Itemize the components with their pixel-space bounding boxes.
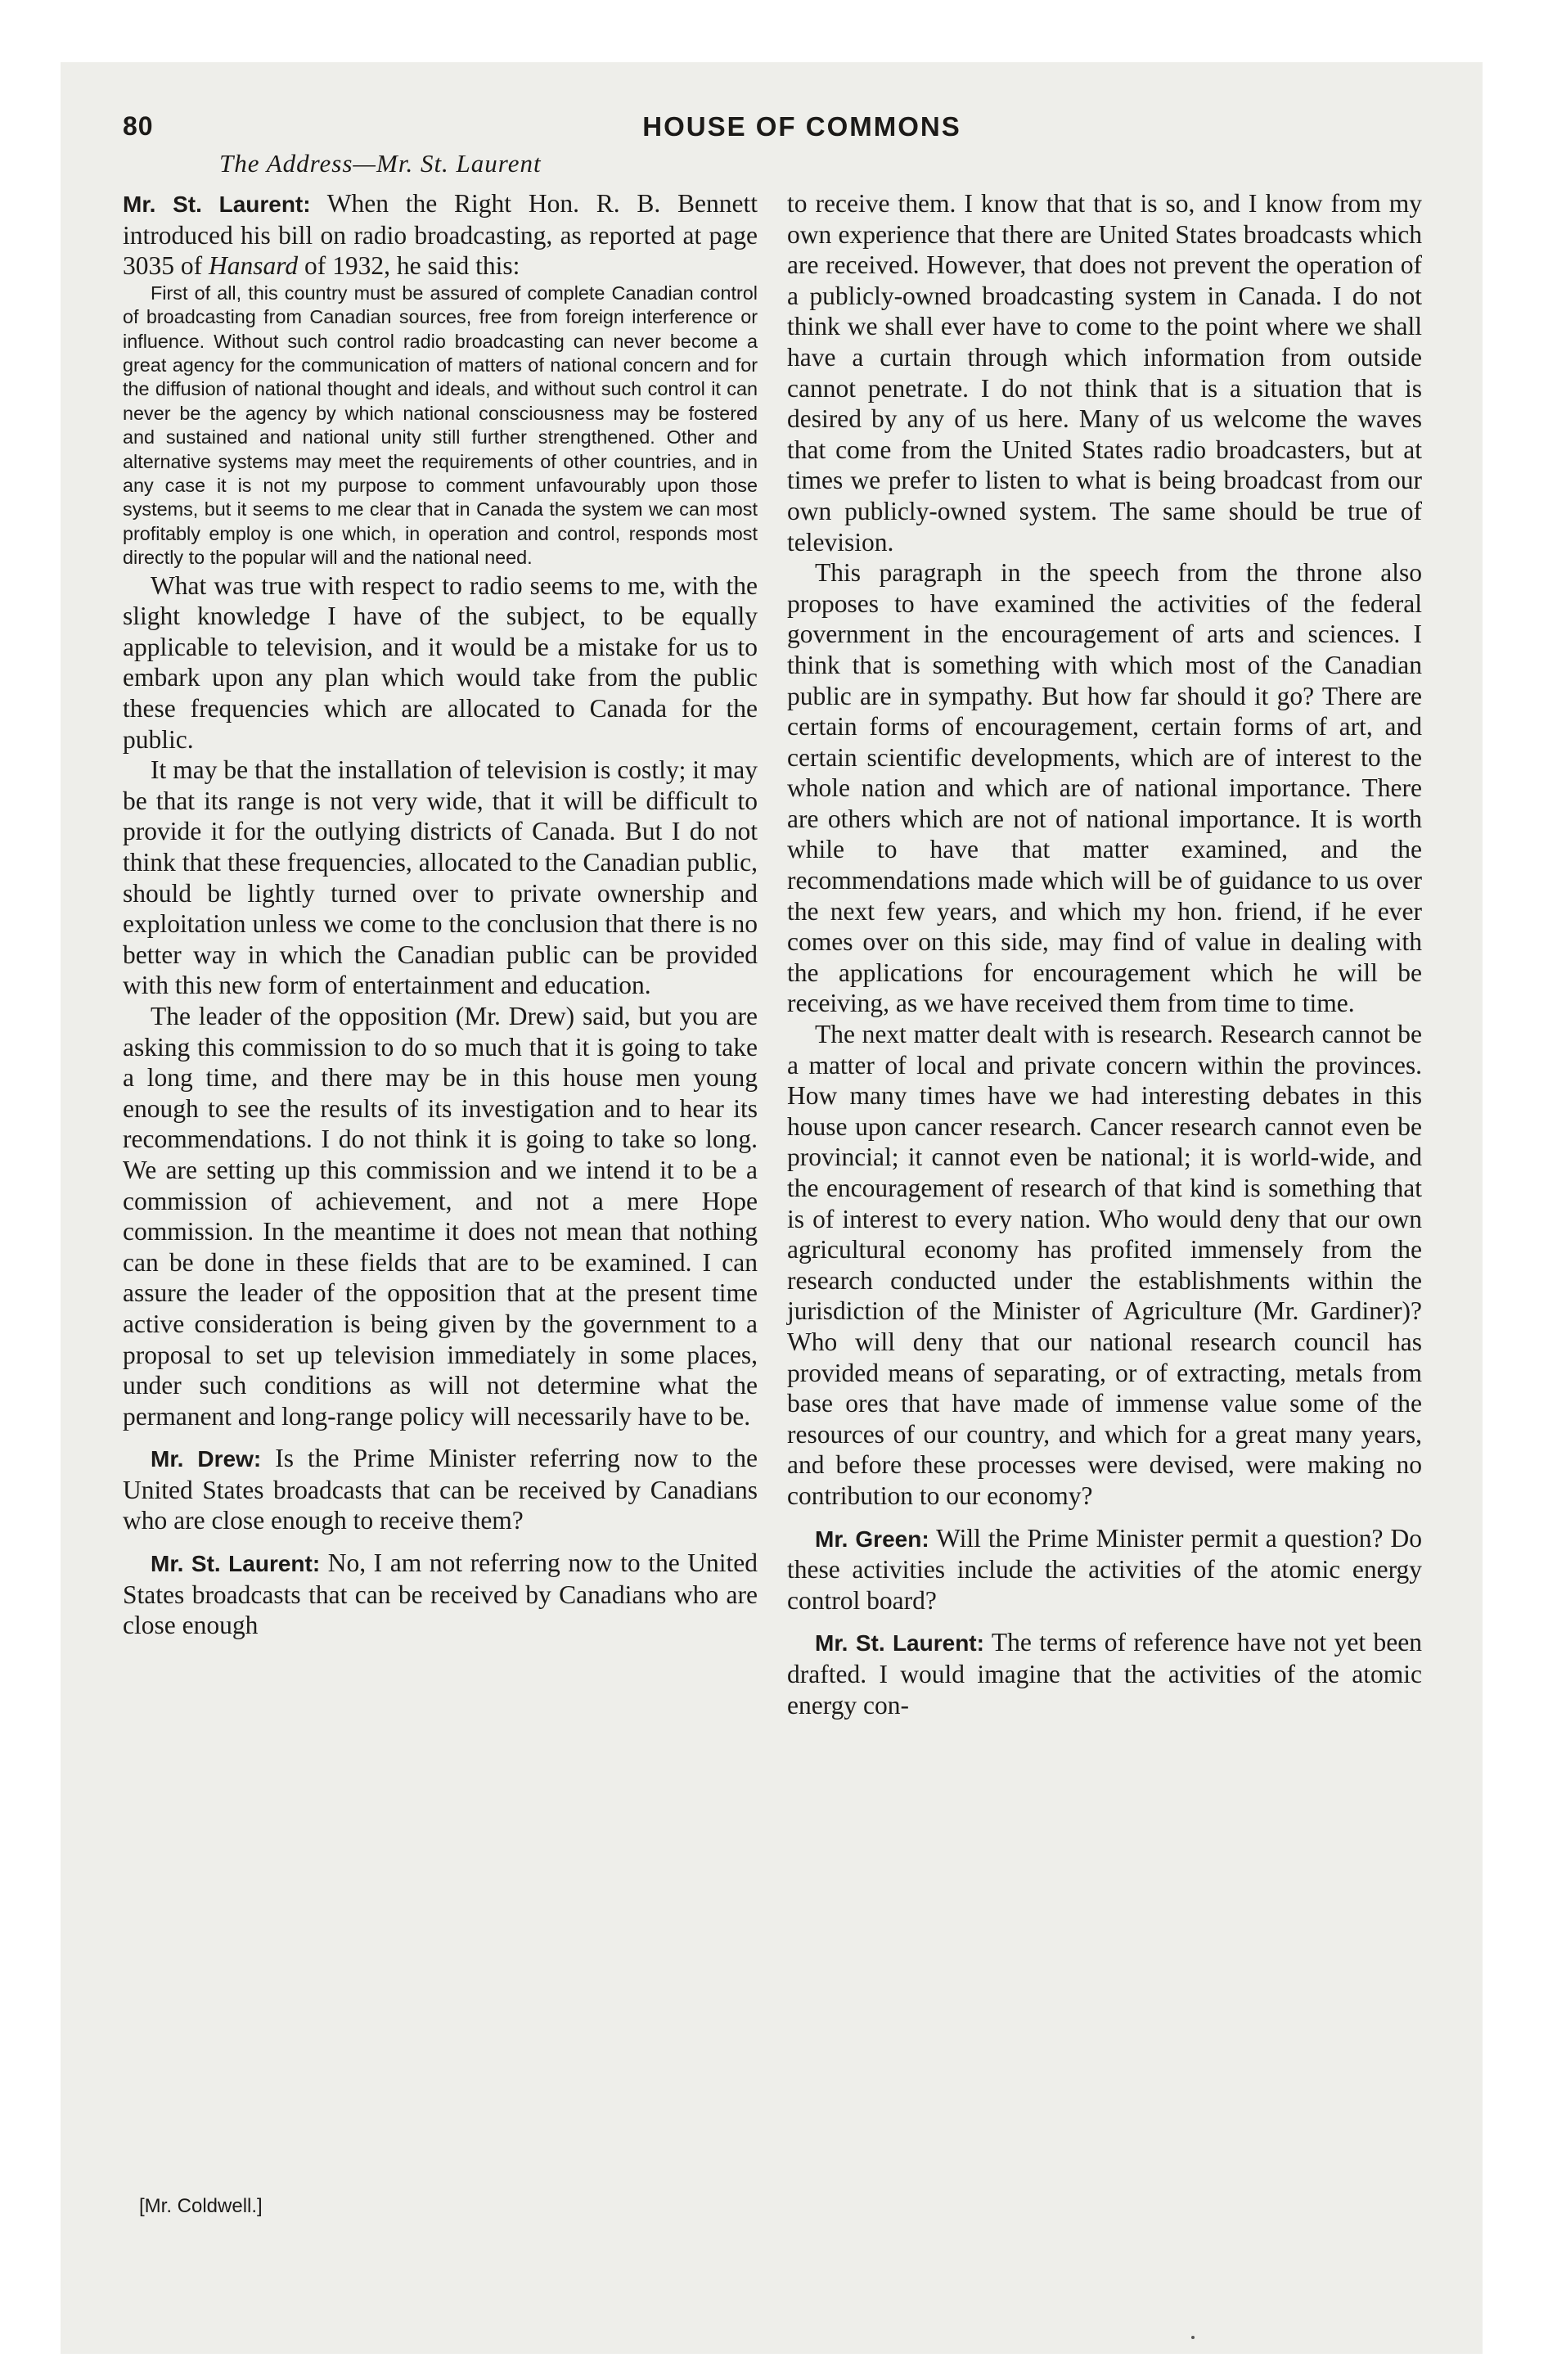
speaker-name: Mr. St. Laurent:	[123, 192, 311, 217]
hansard-ref: Hansard	[209, 251, 299, 281]
speaker-name: Mr. Green:	[815, 1526, 929, 1552]
page-header	[123, 111, 1415, 144]
running-title: HOUSE OF COMMONS	[642, 111, 961, 142]
speaker-name: Mr. Drew:	[151, 1446, 262, 1472]
page-number: 80	[123, 111, 154, 141]
paragraph	[787, 1627, 1422, 1720]
paragraph	[787, 1523, 1422, 1616]
paragraph: to receive them. I know that that is so, and I know from my own experience that there are United States broadcasts which are received. However, that does not prevent the operation of a publicly-owned broadcasting system in Canada. I do not think we shall ever have to come to the point where we shall have a curtain through which information from outside cannot penetrate. I do not think that is a situation that is desired by any of us here. Many of us welcome the waves that come from the United States radio broadcasters, but at times we prefer to listen to what is being broadcast from our own publicly-owned system. The same should be true of television.	[787, 189, 1422, 557]
paragraph: What was true with respect to radio seems to me, with the slight knowledge I have of the subject, to be equally applicable to television, and it would be a mistake for us to embark upon any plan which would take from the public these frequencies which are allocated to Canada for the public.	[123, 570, 758, 754]
section-subhead: The Address—Mr. St. Laurent	[219, 149, 542, 178]
paragraph: It may be that the installation of television is costly; it may be that its range is not very wide, that it will be difficult to provide it for the outlying districts of Canada. But I do not think that these frequencies, allocated to the Canadian public, should be lightly turned over to private ownership and exploitation unless we come to the conclusion that there is no better way in which the Canadian public can be provided with this new form of entertainment and education.	[123, 755, 758, 1000]
paragraph-text: Will the Prime Minister permit a question? Do these activities include the activities of the atomic energy control board?	[787, 1523, 1423, 1615]
speaker-name: Mr. St. Laurent:	[815, 1630, 984, 1657]
paragraph-text: No, I am not referring now to the United States broadcasts that can be received by Canadians who are close enough	[123, 1548, 758, 1640]
left-column	[123, 188, 758, 1641]
paragraph: The next matter dealt with is research. Research cannot be a matter of local and private concern within the provinces. How many times have we had interesting debates in this house upon cancer research. Cancer research cannot even be provincial; it cannot even be national; it is world-wide, and the encouragement of research of that kind is something that is of interest to every nation. Who would deny that our own agricultural economy has profited immensely from the research conducted under the establishments within the jurisdiction of the Minister of Agriculture (Mr. Gardiner)? Who will deny that our national research council has provided means of separating, or of extracting, metals from base ores that have made of immense value some of the resources of our country, and which for a great many years, and before these processes were devised, were making no contribution to our economy?	[787, 1020, 1422, 1510]
paragraph: This paragraph in the speech from the throne also proposes to have examined the activities of the federal government in the encouragement of arts and sciences. I think that is something with which most of the Canadian public are in sympathy. But how far should it go? There are certain forms of encouragement, certain forms of art, and certain scientific developments, which are of interest to the whole nation and which are of national importance. There are others which are not of national importance. It is worth while to have that matter examined, and the recommendations made which will be of guidance to us over the next few years, and which my hon. friend, if he ever comes over on this side, may find of value in dealing with the applications for encouragement which he will be receiving, as we have received them from time to time.	[787, 558, 1422, 1018]
paragraph	[123, 1443, 758, 1536]
paragraph	[123, 188, 758, 282]
paragraph-text: When the Right Hon. R. B. Bennett introduced his bill on radio broadcasting, as reported at page 3035 of	[123, 189, 758, 281]
footer-note: [Mr. Coldwell.]	[139, 2195, 263, 2217]
paragraph-text: The terms of reference have not yet been drafted. I would imagine that the activities of the atomic energy con-	[787, 1628, 1422, 1720]
block-quote: First of all, this country must be assured of complete Canadian control of broadcasting from Canadian sources, free from foreign interference or influence. Without such control radio broadcasting can never become a great agency for the communication of matters of national concern and for the diffusion of national thought and ideals, and without such control it can never be the agency by which national consciousness may be fostered and sustained and national unity still further strengthened. Other and alternative systems may meet the requirements of other countries, and in any case it is not my purpose to comment unfavourably upon those systems, but it seems to me clear that in Canada the system we can most profitably employ is one which, in operation and control, responds most directly to the popular will and the national need.	[123, 282, 758, 569]
paragraph	[123, 1548, 758, 1641]
speaker-name: Mr. St. Laurent:	[151, 1551, 321, 1577]
paragraph: The leader of the opposition (Mr. Drew) said, but you are asking this commission to do so much that it is going to take a long time, and there may be in this house men young enough to see the results of its investigation and to hear its recommendations. I do not think it is going to take so long. We are setting up this commission and we intend it to be a commission of achievement, and not a mere Hope commission. In the meantime it does not mean that nothing can be done in these fields that are to be examined. I can assure the leader of the opposition that at the present time active consideration is being given by the government to a proposal to set up television immediately in some places, under such conditions as will not determine what the permanent and long-range policy will necessarily have to be.	[123, 1001, 758, 1431]
paragraph-text: of 1932, he said this:	[298, 251, 520, 281]
paragraph-text: Is the Prime Minister referring now to the United States broadcasts that can be received by Canadians who are close enough to receive them?	[123, 1444, 758, 1535]
ink-speck	[1191, 2336, 1195, 2339]
right-column	[787, 188, 1422, 1720]
